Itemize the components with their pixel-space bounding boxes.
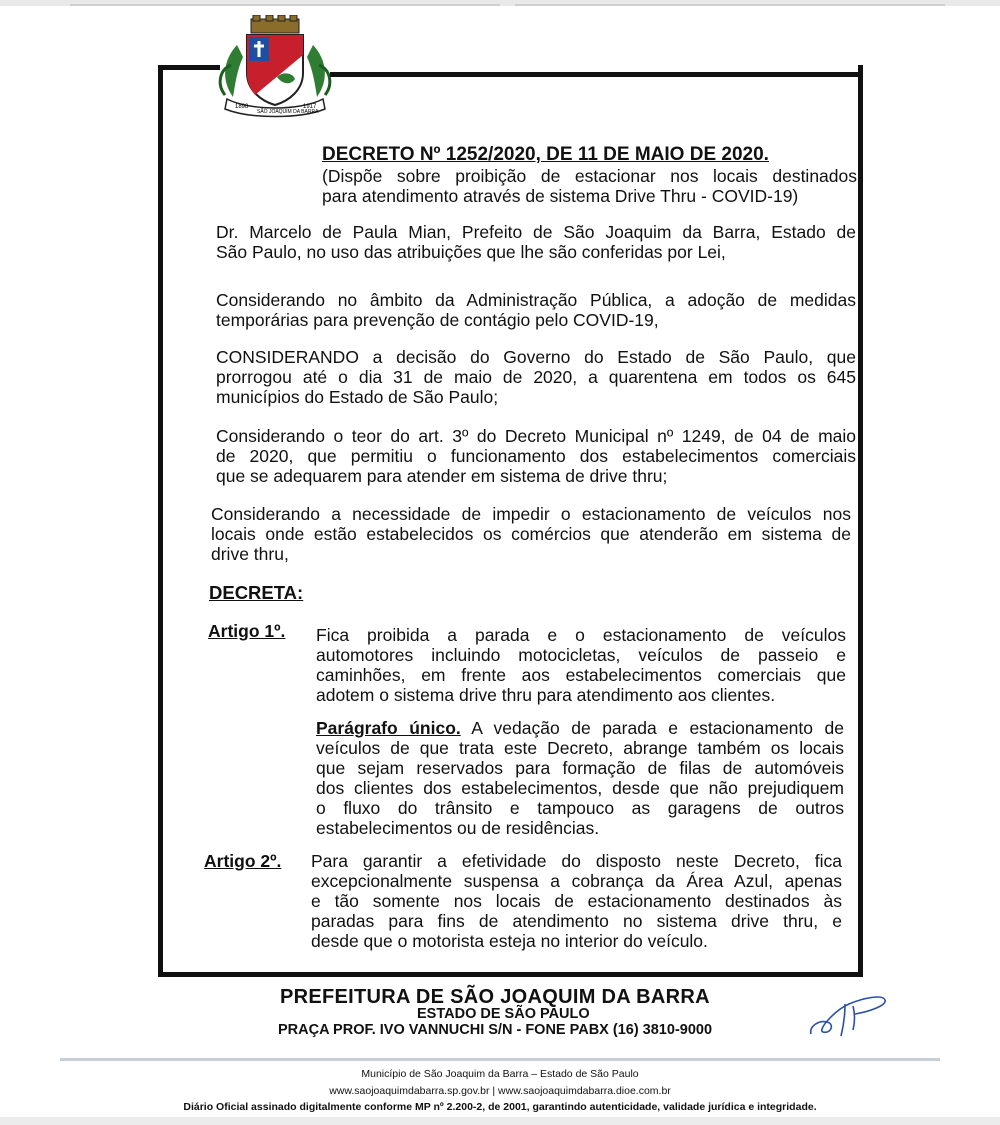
article-line: adotem o sistema drive thru para atendimento aos clientes. (316, 685, 776, 705)
paragraph-line: Considerando a necessidade de impedir o estacionamento de veículos nos (211, 504, 851, 524)
prefeitura-address: PRAÇA PROF. IVO VANNUCHI S/N - FONE PABX (16) 3810-9000 (278, 1022, 713, 1038)
article-line: excepcionalmente suspensa a cobrança da Área Azul, apenas (311, 871, 842, 891)
article-line: paradas para fins de atendimento no sistema drive thru, e (311, 911, 842, 931)
paragraph-line: Considerando no âmbito da Administração Pública, a adoção de medidas (216, 290, 856, 310)
footer-websites: www.saojoaquimdabarra.sp.gov.br | www.saojoaquimdabarra.dioe.com.br (329, 1085, 671, 1097)
scan-bottom-strip (0, 1117, 1000, 1125)
article-line: Fica proibida a parada e o estacionamento de veículos (316, 625, 846, 645)
article-line: Para garantir a efetividade do disposto neste Decreto, fica (311, 851, 842, 871)
ementa-line: (Dispõe sobre proibição de estacionar nos locais destinados (322, 166, 857, 186)
ementa-line: para atendimento através de sistema Drive Thru - COVID-19) (322, 186, 799, 206)
prefeitura-state: ESTADO DE SÃO PAULO (417, 1006, 590, 1022)
paragraph-line: Considerando o teor do art. 3º do Decreto Municipal nº 1249, de 04 de maio (216, 426, 856, 446)
paragraph-line: que se adequarem para atender em sistema de drive thru; (216, 466, 668, 486)
article-line: desde que o motorista esteja no interior do veículo. (311, 931, 708, 951)
decree-ementa (322, 166, 857, 206)
article-line: automotores incluindo motocicletas, veículos de passeio e (316, 645, 846, 665)
considerando-paragraph (216, 426, 856, 486)
paragraph-line: municípios do Estado de São Paulo; (216, 387, 499, 407)
decree-title: DECRETO Nº 1252/2020, DE 11 DE MAIO DE 2020. (322, 144, 769, 165)
paragrafo-line: o fluxo do trânsito e tampouco as garagens de outros (316, 798, 844, 818)
frame-top-left-segment (158, 65, 220, 70)
article-2-label: Artigo 2º. (204, 851, 282, 871)
considerando-paragraph (216, 347, 856, 407)
scan-top-strip (0, 0, 1000, 6)
decreta-heading: DECRETA: (209, 582, 304, 603)
article-1-label: Artigo 1º. (208, 621, 286, 641)
paragraph-line: São Paulo, no uso das atribuições que lhe são conferidas por Lei, (216, 242, 726, 262)
paragraph-line: prorrogou até o dia 31 de maio de 2020, a quarentena em todos os 645 (216, 367, 856, 387)
paragrafo-line: que sejam reservados para formação de filas de automóveis (316, 758, 844, 778)
article-line: e tão somente nos locais de estacionamento destinados às (311, 891, 842, 911)
considerando-paragraph (216, 290, 856, 330)
footer-municipio: Município de São Joaquim da Barra – Estado de São Paulo (361, 1068, 639, 1080)
paragraph-line: temporárias para prevenção de contágio pelo COVID-19, (216, 310, 659, 330)
paragrafo-unico-label: Parágrafo único. (316, 718, 461, 738)
prefeitura-name: PREFEITURA DE SÃO JOAQUIM DA BARRA (280, 986, 710, 1008)
article-2-text (311, 851, 842, 951)
paragraph-line: CONSIDERANDO a decisão do Governo do Estado de São Paulo, que (216, 347, 856, 367)
paragraph-line: locais onde estão estabelecidos os comércios que atenderão em sistema de (211, 524, 851, 544)
signature-icon (805, 990, 890, 1040)
crest-year-right: 1917 (303, 104, 317, 110)
paragraph-line: de 2020, que permitiu o funcionamento dos estabelecimentos comerciais (216, 446, 856, 466)
paragrafo-unico (316, 718, 844, 838)
article-1-text (316, 625, 846, 705)
paragraph-line: Dr. Marcelo de Paula Mian, Prefeito de São Joaquim da Barra, Estado de (216, 222, 856, 242)
preamble-paragraph (216, 222, 856, 262)
footer-legal-notice: Diário Oficial assinado digitalmente conforme MP nº 2.200-2, de 2001, garantindo autenticidade, validade jurídica e integridade. (183, 1101, 817, 1113)
paragrafo-line: estabelecimentos ou de residências. (316, 818, 600, 838)
paragrafo-first-line-rest: A vedação de parada e estacionamento de (460, 718, 844, 738)
article-line: caminhões, em frente aos estabelecimentos comerciais que (316, 665, 846, 685)
frame-top-right-segment (330, 72, 863, 77)
paragrafo-line: dos clientes dos estabelecimentos, desde que não prejudiquem (316, 778, 844, 798)
paragrafo-line: veículos de que trata este Decreto, abrange também os locais (316, 738, 844, 758)
paragraph-line: drive thru, (211, 544, 289, 564)
crest-banner-text: SÃO JOAQUIM DA BARRA (257, 109, 319, 115)
considerando-paragraph (211, 504, 851, 564)
crest-year-left: 1898 (235, 104, 249, 110)
footer-divider (60, 1058, 940, 1061)
paragrafo-first-line (316, 718, 844, 738)
